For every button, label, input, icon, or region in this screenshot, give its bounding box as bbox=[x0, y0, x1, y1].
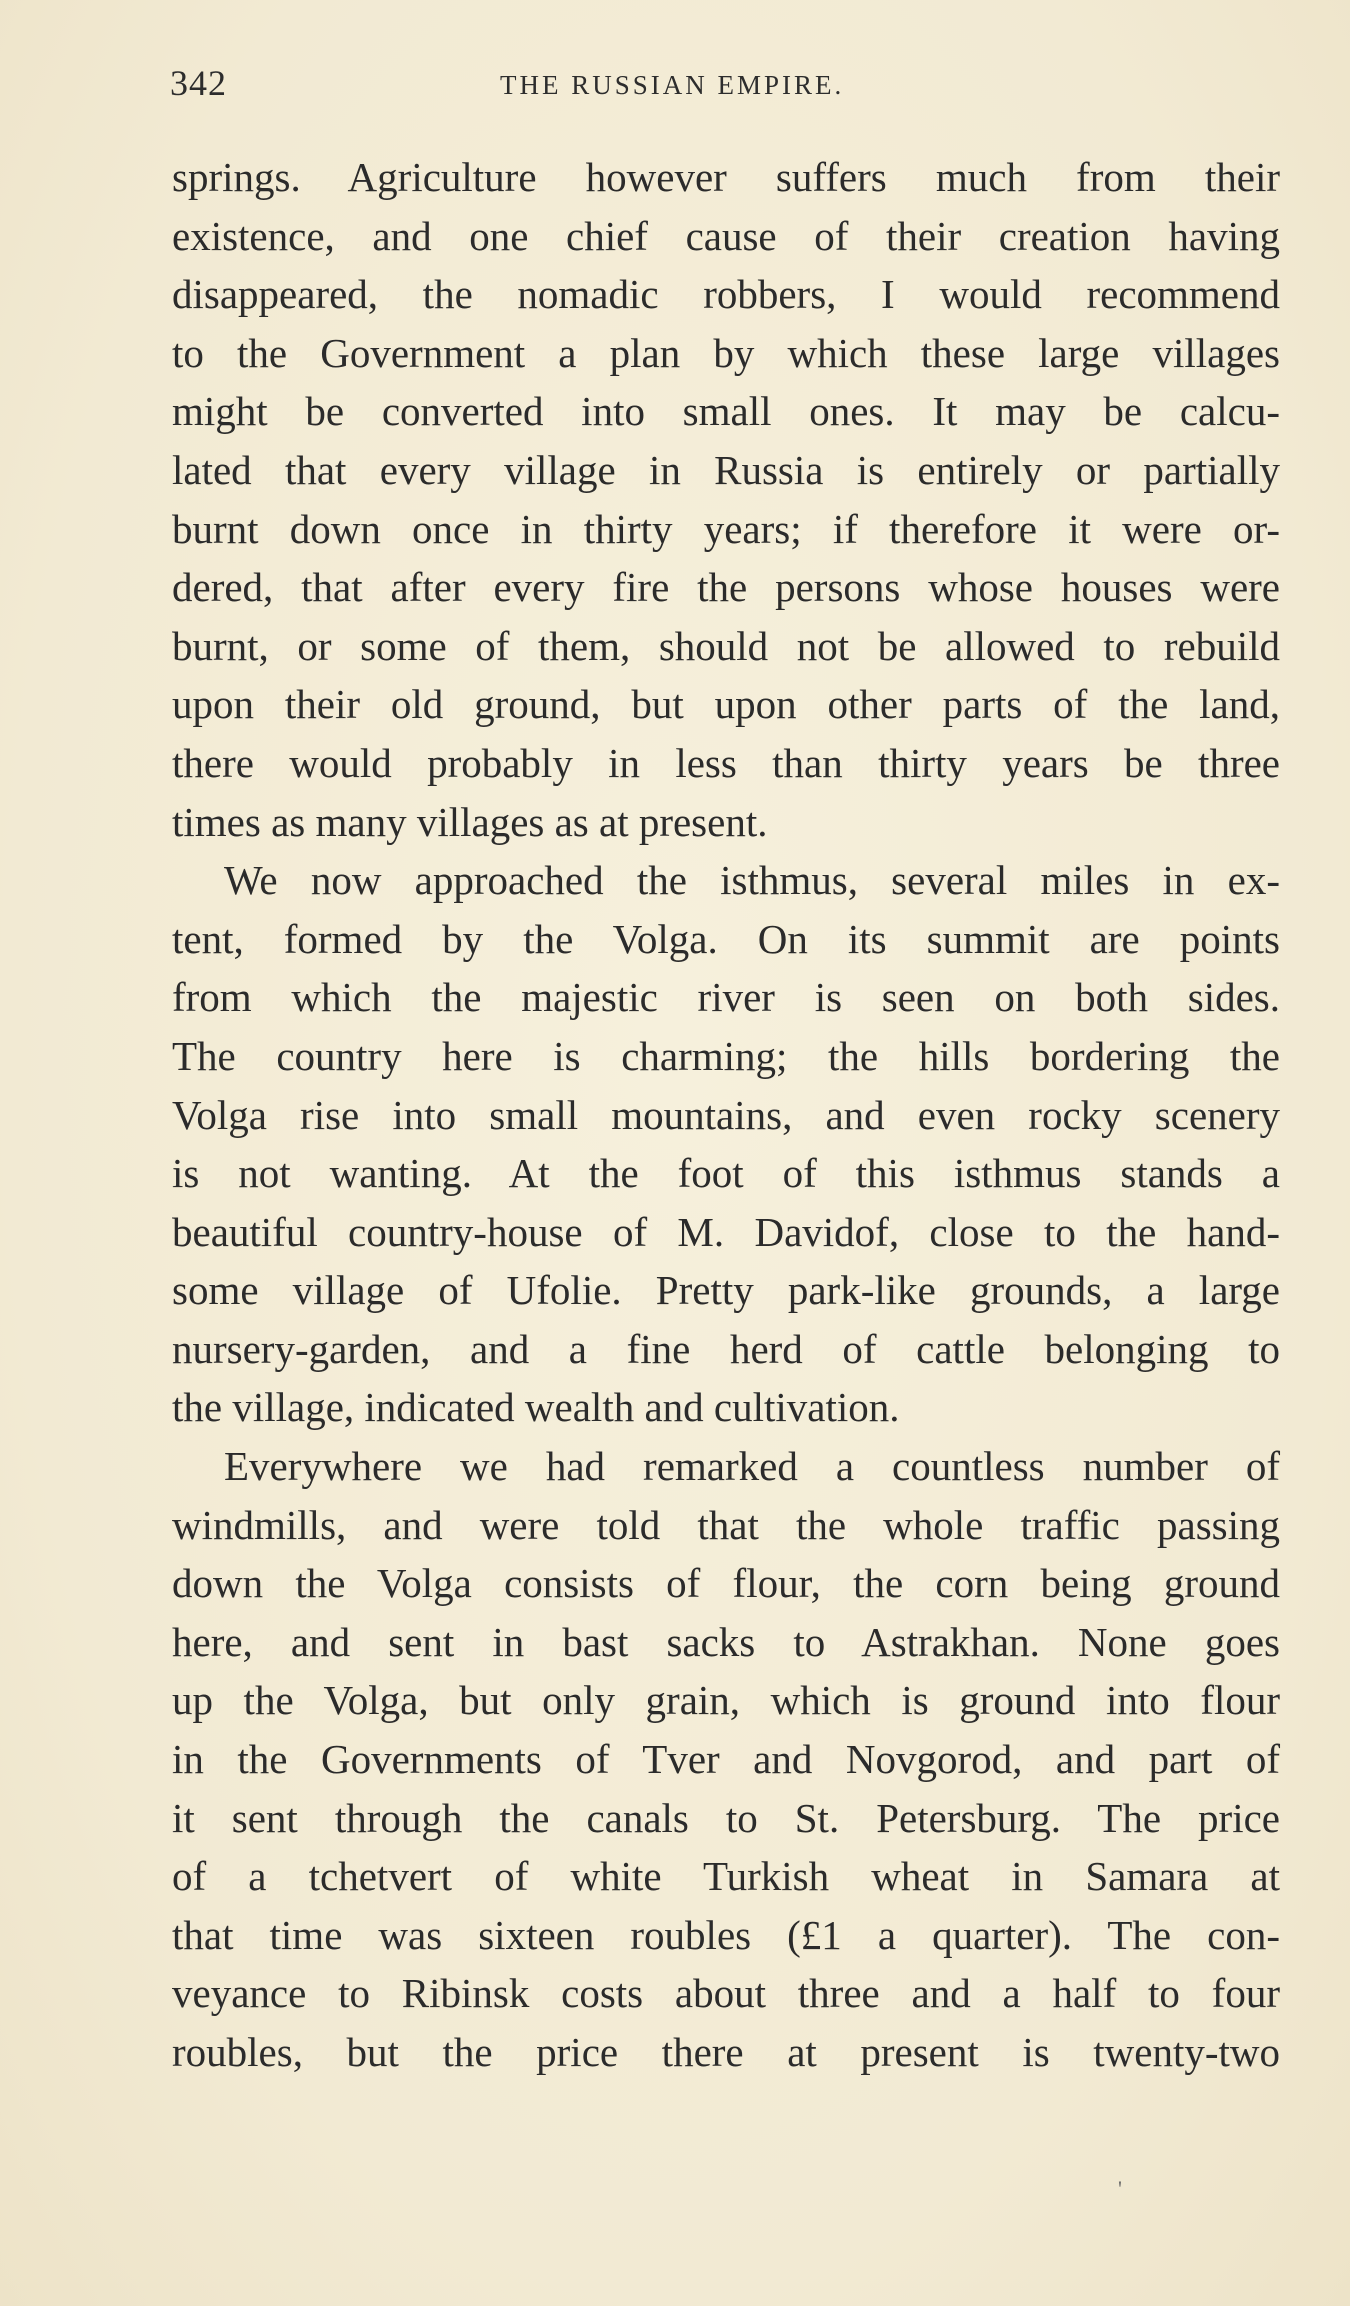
text-line: in the Governments of Tver and Novgorod, and part of bbox=[172, 1736, 1280, 1783]
text-line: beautiful country-house of M. Davidof, close to the hand- bbox=[172, 1208, 1280, 1255]
text-line: lated that every village in Russia is entirely or partially bbox=[172, 446, 1280, 493]
page-number: 342 bbox=[170, 63, 227, 103]
text-line: it sent through the canals to St. Petersburg. The price bbox=[172, 1794, 1280, 1841]
text-line: tent, formed by the Volga. On its summit are points bbox=[172, 915, 1280, 962]
text-line: up the Volga, but only grain, which is ground into flour bbox=[172, 1677, 1280, 1724]
text-line: to the Government a plan by which these large villages bbox=[172, 329, 1280, 376]
text-line: down the Volga consists of flour, the corn being ground bbox=[172, 1560, 1280, 1607]
paragraph-end-line: the village, indicated wealth and cultivation. bbox=[172, 1384, 900, 1431]
text-line: some village of Ufolie. Pretty park-like grounds, a large bbox=[172, 1267, 1280, 1314]
text-line: Volga rise into small mountains, and even rocky scenery bbox=[172, 1091, 1280, 1138]
text-line: existence, and one chief cause of their creation having bbox=[172, 212, 1280, 259]
text-line: upon their old ground, but upon other parts of the land, bbox=[172, 681, 1280, 728]
running-title: THE RUSSIAN EMPIRE. bbox=[500, 70, 845, 100]
text-line: burnt, or some of them, should not be allowed to rebuild bbox=[172, 622, 1280, 669]
text-line: roubles, but the price there at present is twenty-two bbox=[172, 2029, 1280, 2075]
text-line: The country here is charming; the hills bordering the bbox=[172, 1032, 1280, 1079]
paragraph-start-line: Everywhere we had remarked a countless number of bbox=[224, 1443, 1280, 1490]
paragraph-end-line: times as many villages as at present. bbox=[172, 798, 768, 845]
footer-mark: ' bbox=[1118, 2176, 1122, 2201]
running-head bbox=[170, 62, 1280, 112]
paragraph-start-line: We now approached the isthmus, several miles in ex- bbox=[224, 857, 1280, 904]
text-line: disappeared, the nomadic robbers, I would recommend bbox=[172, 271, 1280, 318]
text-line: is not wanting. At the foot of this isthmus stands a bbox=[172, 1150, 1280, 1197]
text-line: here, and sent in bast sacks to Astrakhan. None goes bbox=[172, 1618, 1280, 1665]
body-text bbox=[172, 148, 1280, 2082]
text-line: dered, that after every fire the persons whose houses were bbox=[172, 564, 1280, 611]
text-line: from which the majestic river is seen on both sides. bbox=[172, 974, 1280, 1021]
text-line: that time was sixteen roubles (£1 a quarter). The con- bbox=[172, 1911, 1280, 1958]
text-line: there would probably in less than thirty years be three bbox=[172, 739, 1280, 786]
text-line: of a tchetvert of white Turkish wheat in Samara at bbox=[172, 1853, 1280, 1900]
text-line: nursery-garden, and a fine herd of cattle belonging to bbox=[172, 1325, 1280, 1372]
text-line: might be converted into small ones. It may be calcu- bbox=[172, 388, 1280, 435]
text-line: burnt down once in thirty years; if therefore it were or- bbox=[172, 505, 1280, 552]
text-line: veyance to Ribinsk costs about three and a half to four bbox=[172, 1970, 1280, 2017]
text-line: windmills, and were told that the whole traffic passing bbox=[172, 1501, 1280, 1548]
text-line: springs. Agriculture however suffers much from their bbox=[172, 154, 1280, 200]
